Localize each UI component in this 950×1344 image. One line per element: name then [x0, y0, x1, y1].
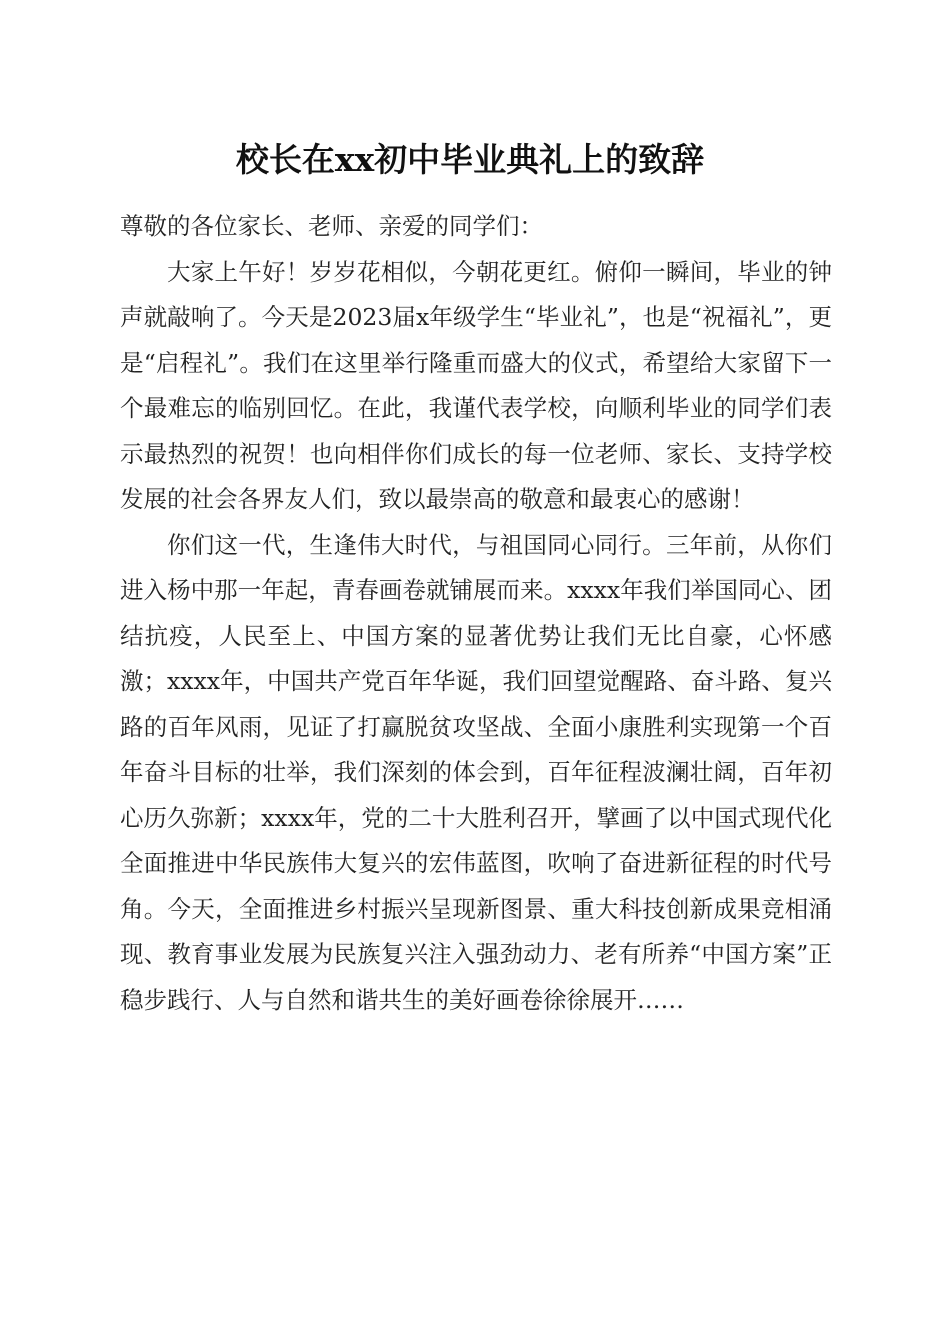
paragraph-2: 你们这一代，生逢伟大时代，与祖国同心同行。三年前，从你们进入杨中那一年起，青春画卷就铺展而来。xxxx年我们举国同心、团结抗疫，人民至上、中国方案的显著优势让我们无比自豪，心怀感激；xxxx年，中国共产党百年华诞，我们回望觉醒路、奋斗路、复兴路的百年风雨，见证了打赢脱贫攻坚战、全面小康胜利实现第一个百年奋斗目标的壮举，我们深刻的体会到，百年征程波澜壮阔，百年初心历久弥新；xxxx年，党的二十大胜利召开，擘画了以中国式现代化全面推进中华民族伟大复兴的宏伟蓝图，吹响了奋进新征程的时代号角。今天，全面推进乡村振兴呈现新图景、重大科技创新成果竞相涌现、教育事业发展为民族复兴注入强劲动力、老有所养“中国方案”正稳步践行、人与自然和谐共生的美好画卷徐徐展开…… — [120, 530, 832, 1014]
salutation: 尊敬的各位家长、老师、亲爱的同学们： — [120, 212, 543, 240]
paragraph-1: 大家上午好！岁岁花相似，今朝花更红。俯仰一瞬间，毕业的钟声就敲响了。今天是2023届x年级学生“毕业礼”，也是“祝福礼”，更是“启程礼”。我们在这里举行隆重而盛大的仪式，希望给大家留下一个最难忘的临别回忆。在此，我谨代表学校，向顺利毕业的同学们表示最热烈的祝贺！也向相伴你们成长的每一位老师、家长、支持学校发展的社会各界友人们，致以最崇高的敬意和最衷心的感谢！ — [120, 257, 832, 513]
document-title: 校长在xx初中毕业典礼上的致辞 — [235, 140, 705, 179]
document-body — [120, 204, 832, 1023]
